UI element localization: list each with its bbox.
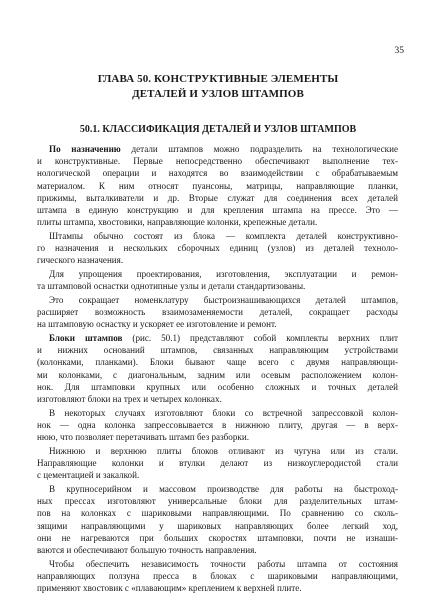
text-line: материалом. К ним относят пуансоны, матрицы, направляющие планки, — [37, 180, 398, 191]
text-line: В крупносерийном и массовом производстве для работы на быстроход- — [49, 483, 398, 494]
text-line: плиты штампа, хвостовики, направляющие колонки, крепежные детали. — [37, 217, 318, 228]
text-line: Для упрощения проектирования, изготовления, эксплуатации и ремон- — [49, 269, 398, 280]
paragraph — [37, 143, 398, 228]
text-line: ми колонками, с диагональным, задним или осевым расположением колон- — [37, 369, 398, 380]
text-line: они не нагреваются при больших скоростях штамповки, почти не изнаши- — [37, 532, 398, 543]
text-line: Нижнюю и верхнюю плиты блоков отливают из чугуна или из стали. — [49, 445, 398, 456]
text-line: ных прессах изготовляют универсальные блоки для разделительных штам- — [37, 496, 398, 507]
text-line: Это сокращает номенклатуру быстроизнашивающихся деталей штампов, — [49, 294, 398, 305]
paragraph — [37, 407, 398, 444]
paragraph — [37, 445, 398, 482]
text-line: го назначения и нескольких сборочных единиц (узлов) из деталей техноло- — [37, 243, 398, 254]
text-line: Направляющие колонки и втулки делают из низкоуглеродистой стали — [37, 458, 398, 469]
text-line: применяют хвостовик с «плавающим» креплением к верхней плите. — [37, 583, 302, 594]
text-line: По назначению детали штампов можно подразделить на технологические — [49, 144, 398, 154]
text-line: с цементацией и закалкой. — [37, 470, 140, 481]
text-line: и нижних оснований штампов, связанных направляющим устройствами — [37, 345, 398, 356]
page-number: 35 — [394, 46, 404, 56]
text-line: нок. Для штамповки крупных или особенно сложных и точных деталей — [37, 381, 398, 392]
text-line: нок — одна колонка запрессовывается в нижнюю плиту, другая — в верх- — [37, 419, 398, 430]
text-line: нюю, что позволяет перетачивать штамп без разборки. — [37, 432, 249, 443]
paragraph — [37, 294, 398, 331]
text-line: и конструктивные. Первые непосредственно обеспечивают выполнение тех- — [37, 156, 398, 167]
text-line: та штамповой оснастки однотипные узлы и детали стандартизованы. — [37, 281, 306, 292]
chapter-title-line-1: ГЛАВА 50. КОНСТРУКТИВНЫЕ ЭЛЕМЕНТЫ — [97, 73, 339, 85]
section-title: 50.1. КЛАССИФИКАЦИЯ ДЕТАЛЕЙ И УЗЛОВ ШТАМПОВ — [79, 124, 357, 135]
chapter-title — [40, 72, 396, 102]
text-line: штампа в единую конструкцию и для крепления штампа на прессе. Это — — [37, 205, 398, 216]
chapter-title-line-2: ДЕТАЛЕЙ И УЗЛОВ ШТАМПОВ — [132, 88, 304, 100]
paragraph-lead: По назначению — [49, 144, 121, 154]
paragraph — [37, 332, 398, 405]
paragraph — [37, 230, 398, 267]
text-line: ваются и обеспечивают большую точность направления. — [37, 545, 257, 555]
text-line: на штамповую оснастку и ускоряет ее изготовление и ремонт. — [37, 319, 277, 330]
paragraph — [37, 483, 398, 556]
body-text — [37, 143, 398, 596]
text-line: изготовляют блоки на трех и четырех колонках. — [37, 394, 222, 405]
text-line: нологической операции и находятся во взаимодействии с обрабатываемым — [37, 168, 398, 179]
text-line: В некоторых случаях изготовляют блоки со встречной запрессовкой колон- — [49, 407, 398, 418]
text-line: Штампы обычно состоят из блока — комплекта деталей конструктивно- — [49, 230, 398, 241]
text-line: гического назначения. — [37, 255, 124, 266]
paragraph — [37, 558, 398, 595]
paragraph-lead: Блоки штампов — [49, 333, 123, 344]
text-line: зящими направляющими у шариковых направляющих более легкий ход, — [37, 520, 398, 531]
text-line: (колонками, планками). Блоки бывают чаще всего с двумя направляющи- — [37, 357, 398, 368]
text-line: пов на колонках с шариковыми направляющими. По сравнению со сколь- — [37, 508, 398, 519]
text-line: направляющих ползуна пресса в блоках с шариковыми направляющими, — [37, 570, 398, 581]
text-line: Чтобы обеспечить независимость точности работы штампа от состояния — [49, 558, 398, 569]
text-line: прижимы, выталкиватели и др. Вторые служат для соединения всех деталей — [37, 192, 398, 203]
paragraph — [37, 268, 398, 292]
text-line: Блоки штампов (рис. 50.1) представляют собой комплекты верхних плит — [49, 333, 398, 344]
text-line: расширяет возможность взаимозаменяемости деталей, сокращает расходы — [37, 307, 398, 318]
